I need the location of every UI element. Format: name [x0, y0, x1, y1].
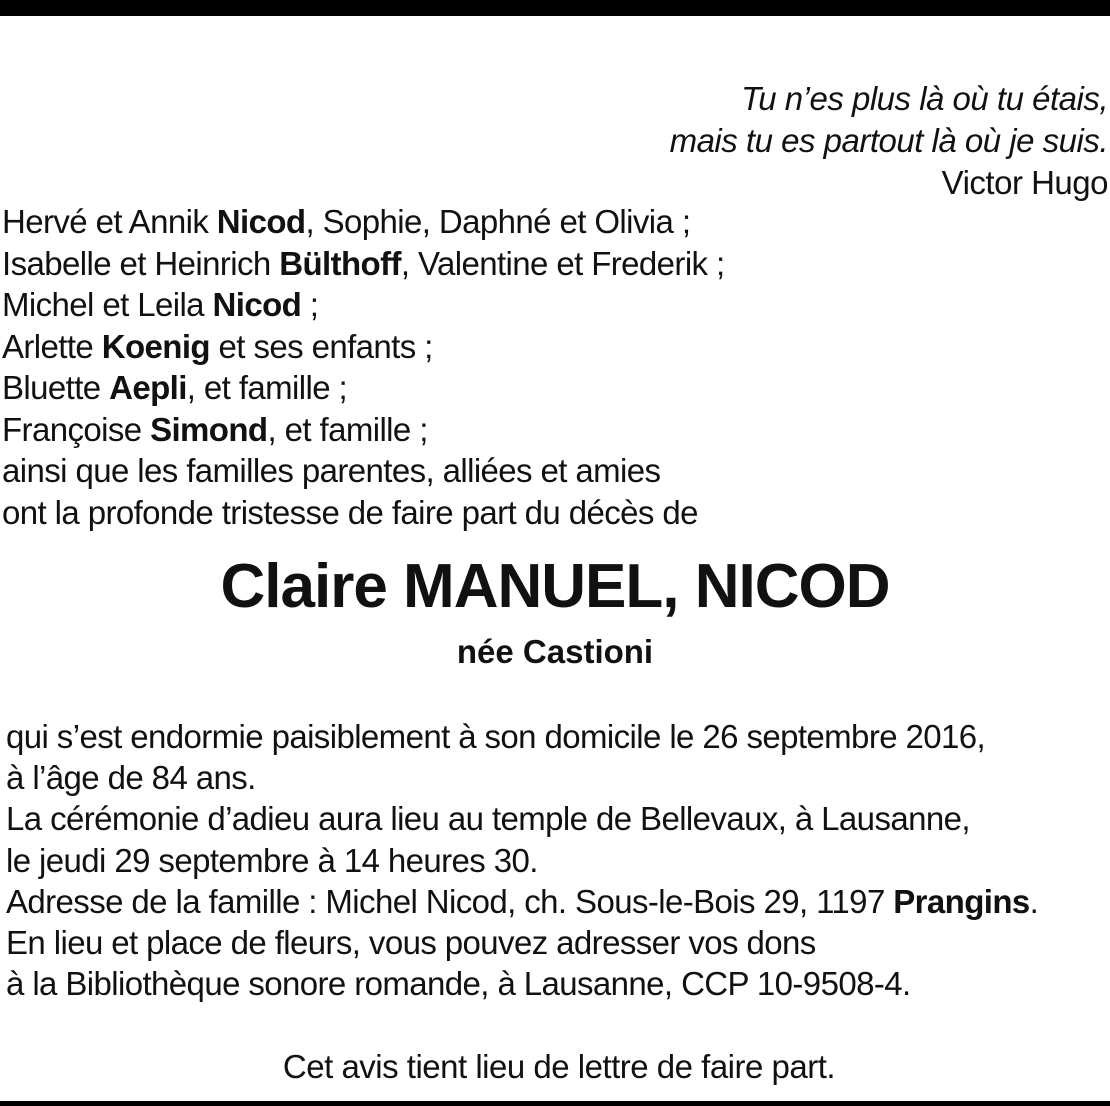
- epigraph-quote: [670, 78, 1108, 204]
- quote-author: Victor Hugo: [941, 164, 1108, 201]
- family-address: [6, 881, 1038, 922]
- family-line: [2, 367, 725, 409]
- family-rest: , Sophie, Daphné et Olivia ;: [305, 203, 691, 240]
- address-text: Adresse de la famille : Michel Nicod, ch. Sous-le-Bois 29, 1197: [6, 882, 894, 920]
- address-end: .: [1029, 882, 1039, 920]
- details-line: En lieu et place de fleurs, vous pouvez adresser vos dons: [6, 924, 816, 962]
- family-surname: Koenig: [101, 327, 210, 365]
- quote-line: mais tu es partout là où je suis.: [669, 122, 1108, 159]
- family-list: [2, 201, 725, 533]
- family-surname: Aepli: [109, 369, 187, 406]
- family-first-names: Hervé et Annik: [2, 203, 217, 240]
- family-first-names: Michel et Leila: [2, 286, 213, 323]
- deceased-name: Claire MANUEL, NICOD: [220, 552, 890, 621]
- family-first-names: Bluette: [2, 369, 110, 406]
- family-first-names: Isabelle et Heinrich: [2, 244, 280, 282]
- top-rule: [0, 0, 1110, 16]
- family-line: [2, 284, 725, 326]
- family-line: [2, 409, 725, 451]
- quote-line: Tu n’es plus là où tu étais,: [741, 80, 1108, 117]
- details-line: qui s’est endormie paisiblement à son domicile le 26 septembre 2016,: [6, 718, 986, 755]
- closing-note: Cet avis tient lieu de lettre de faire part.: [282, 1048, 836, 1085]
- ceremony-details: [6, 716, 1038, 1004]
- family-surname: Nicod: [216, 203, 306, 240]
- details-line: La cérémonie d’adieu aura lieu au temple de Bellevaux, à Lausanne,: [6, 800, 970, 838]
- family-rest: , et famille ;: [267, 410, 428, 448]
- details-line: le jeudi 29 septembre à 14 heures 30.: [6, 841, 538, 879]
- relatives-line: ainsi que les familles parentes, alliées et amies: [2, 452, 661, 489]
- bottom-rule: [0, 1101, 1110, 1106]
- family-surname: Simond: [150, 410, 268, 448]
- family-rest: ;: [301, 286, 319, 323]
- announcement-line: ont la profonde tristesse de faire part du décès de: [2, 493, 698, 531]
- family-rest: , et famille ;: [186, 369, 348, 406]
- family-first-names: Arlette: [2, 327, 102, 365]
- family-line: [2, 326, 725, 368]
- address-town: Prangins: [893, 882, 1030, 920]
- family-surname: Nicod: [212, 286, 302, 323]
- maiden-name: née Castioni: [456, 633, 654, 670]
- family-line: [2, 243, 725, 285]
- details-line: à la Bibliothèque sonore romande, à Lausanne, CCP 10-9508-4.: [6, 965, 911, 1003]
- family-rest: , Valentine et Frederik ;: [400, 244, 725, 282]
- family-first-names: Françoise: [2, 410, 151, 448]
- family-surname: Bülthoff: [279, 244, 401, 282]
- family-line: [2, 201, 725, 243]
- family-rest: et ses enfants ;: [209, 327, 433, 365]
- details-line: à l’âge de 84 ans.: [6, 759, 256, 797]
